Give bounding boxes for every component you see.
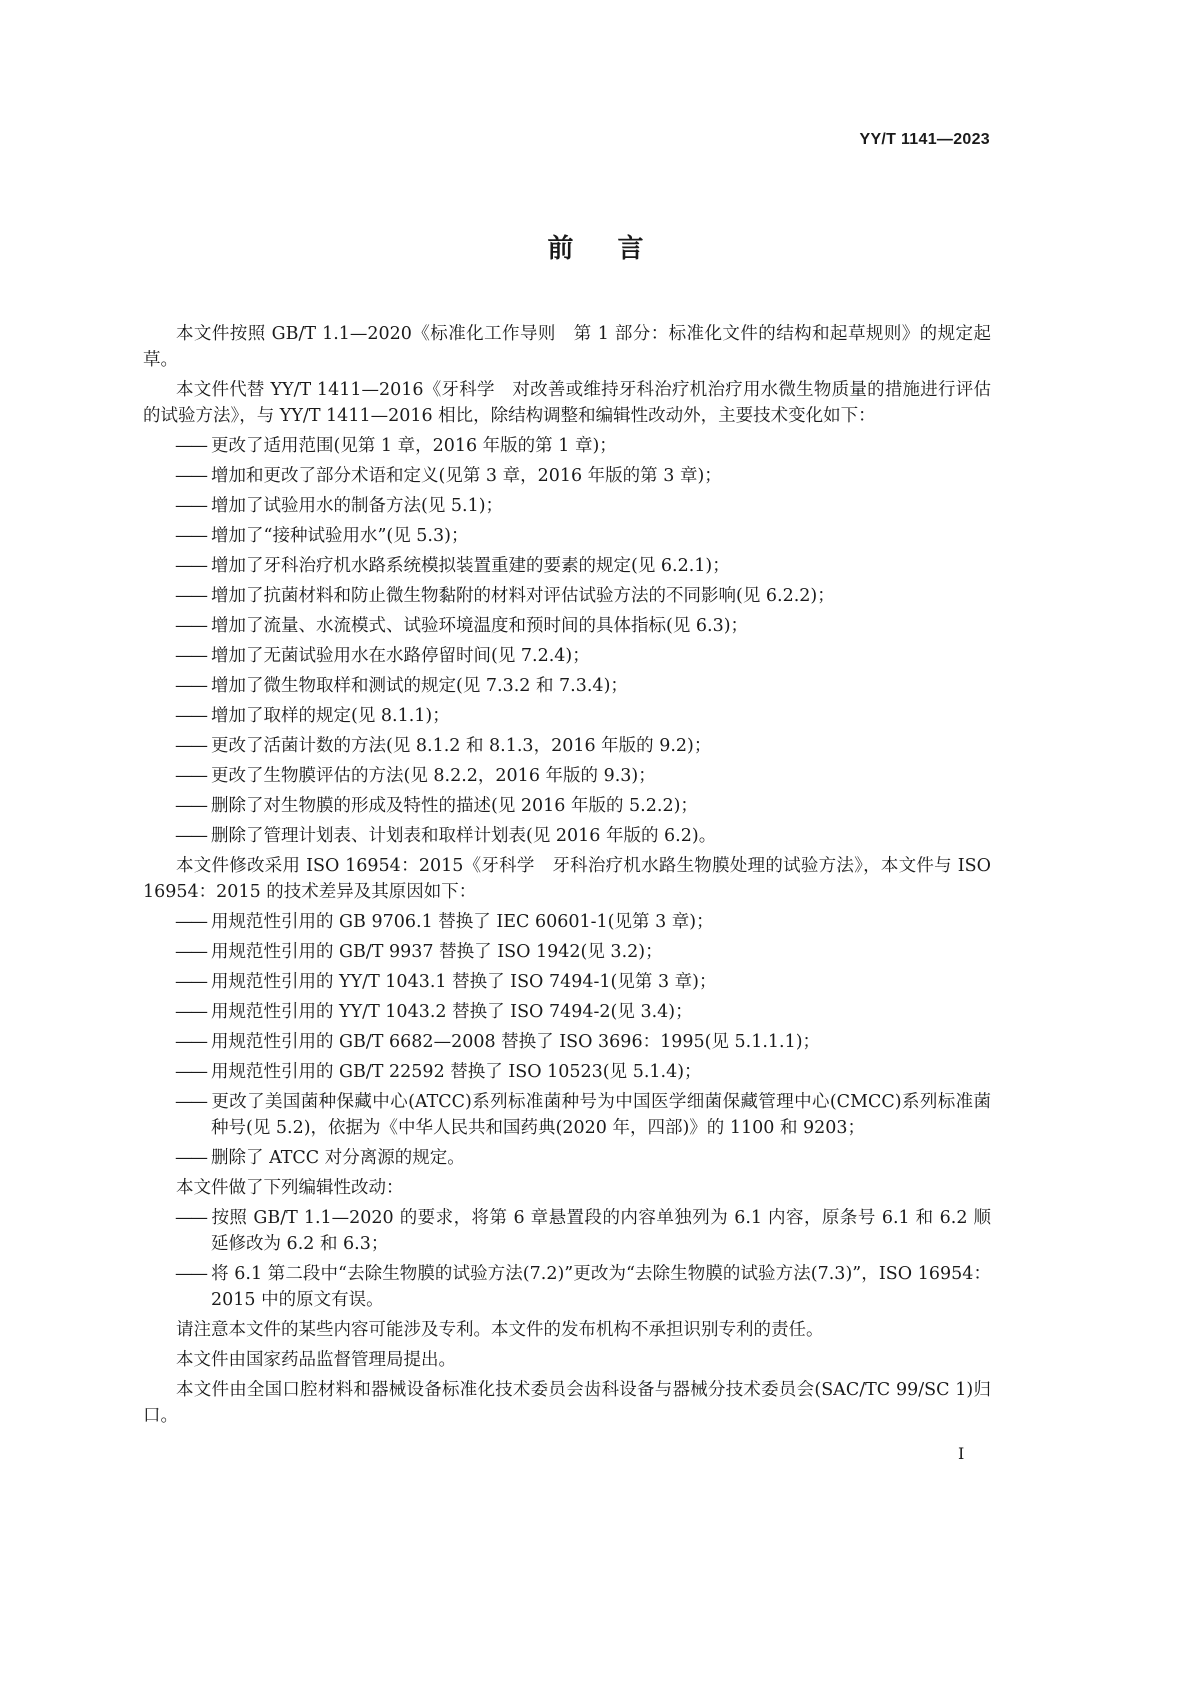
technical-differences-list xyxy=(143,909,991,1171)
dash: —— xyxy=(175,1264,206,1284)
list-item: —— 用规范性引用的 YY/T 1043.1 替换了 ISO 7494-1(见第 3 章)； xyxy=(143,969,991,995)
list-item: —— 增加了试验用水的制备方法(见 5.1)； xyxy=(143,493,991,519)
dash: —— xyxy=(175,766,206,786)
list-item: —— 增加了抗菌材料和防止微生物黏附的材料对评估试验方法的不同影响(见 6.2.2)； xyxy=(143,583,991,609)
dash: —— xyxy=(175,586,206,606)
list-item: —— 用规范性引用的 GB/T 22592 替换了 ISO 10523(见 5.1.4)； xyxy=(143,1059,991,1085)
paragraph-editorial-intro: 本文件做了下列编辑性改动： xyxy=(176,1178,404,1198)
paragraph-proposer: 本文件由国家药品监督管理局提出。 xyxy=(176,1350,456,1370)
list-item: —— 删除了 ATCC 对分离源的规定。 xyxy=(143,1145,991,1171)
dash: —— xyxy=(175,616,206,636)
dash: —— xyxy=(175,676,206,696)
technical-changes-list xyxy=(143,433,991,849)
dash: —— xyxy=(175,912,206,932)
dash: —— xyxy=(175,496,206,516)
dash: —— xyxy=(175,436,206,456)
dash: —— xyxy=(175,1208,206,1228)
title-char: 言 xyxy=(617,234,644,264)
dash: —— xyxy=(175,526,206,546)
dash: —— xyxy=(175,646,206,666)
list-item: —— 删除了管理计划表、计划表和取样计划表(见 2016 年版的 6.2)。 xyxy=(143,823,991,849)
dash: —— xyxy=(175,466,206,486)
page-title xyxy=(0,228,1191,265)
dash: —— xyxy=(175,942,206,962)
dash: —— xyxy=(175,1092,206,1112)
list-item: —— 用规范性引用的 GB 9706.1 替换了 IEC 60601-1(见第 3 章)； xyxy=(143,909,991,935)
foreword-body xyxy=(143,321,991,1433)
dash: —— xyxy=(175,706,206,726)
list-item: —— 更改了适用范围(见第 1 章，2016 年版的第 1 章)； xyxy=(143,433,991,459)
list-item: —— 增加了取样的规定(见 8.1.1)； xyxy=(143,703,991,729)
dash: —— xyxy=(175,826,206,846)
dash: —— xyxy=(175,1062,206,1082)
paragraph-drafting-basis: 本文件按照 GB/T 1.1—2020《标准化工作导则 第 1 部分：标准化文件的结构和起草规则》的规定起草。 xyxy=(143,324,991,370)
dash: —— xyxy=(175,1032,206,1052)
paragraph-patent-notice: 请注意本文件的某些内容可能涉及专利。本文件的发布机构不承担识别专利的责任。 xyxy=(176,1320,824,1340)
paragraph-adoption: 本文件修改采用 ISO 16954：2015《牙科学 牙科治疗机水路生物膜处理的试验方法》，本文件与 ISO 16954：2015 的技术差异及其原因如下： xyxy=(143,856,991,902)
paragraph-replacement: 本文件代替 YY/T 1411—2016《牙科学 对改善或维持牙科治疗机治疗用水微生物质量的措施进行评估的试验方法》，与 YY/T 1411—2016 相比，除结构调整和编辑性改动外，主要技术变化如下： xyxy=(143,380,991,426)
list-item: —— 增加了牙科治疗机水路系统模拟装置重建的要素的规定(见 6.2.1)； xyxy=(143,553,991,579)
dash: —— xyxy=(175,796,206,816)
list-item: —— 更改了生物膜评估的方法(见 8.2.2，2016 年版的 9.3)； xyxy=(143,763,991,789)
page-number: I xyxy=(958,1444,965,1463)
list-item: —— 按照 GB/T 1.1—2020 的要求，将第 6 章悬置段的内容单独列为 6.1 内容，原条号 6.1 和 6.2 顺延修改为 6.2 和 6.3； xyxy=(143,1205,991,1257)
title-char: 前 xyxy=(547,234,574,264)
dash: —— xyxy=(175,736,206,756)
list-item: —— 更改了活菌计数的方法(见 8.1.2 和 8.1.3，2016 年版的 9.2)； xyxy=(143,733,991,759)
dash: —— xyxy=(175,1148,206,1168)
list-item: —— 用规范性引用的 YY/T 1043.2 替换了 ISO 7494-2(见 3.4)； xyxy=(143,999,991,1025)
dash: —— xyxy=(175,556,206,576)
list-item: —— 用规范性引用的 GB/T 6682—2008 替换了 ISO 3696：1995(见 5.1.1.1)； xyxy=(143,1029,991,1055)
paragraph-committee: 本文件由全国口腔材料和器械设备标准化技术委员会齿科设备与器械分技术委员会(SAC/TC 99/SC 1)归口。 xyxy=(143,1380,991,1426)
editorial-changes-list xyxy=(143,1205,991,1313)
list-item: —— 用规范性引用的 GB/T 9937 替换了 ISO 1942(见 3.2)； xyxy=(143,939,991,965)
list-item: —— 增加了流量、水流模式、试验环境温度和预时间的具体指标(见 6.3)； xyxy=(143,613,991,639)
list-item: —— 增加了“接种试验用水”(见 5.3)； xyxy=(143,523,991,549)
standard-code: YY/T 1141—2023 xyxy=(859,131,990,148)
dash: —— xyxy=(175,972,206,992)
list-item: —— 更改了美国菌种保藏中心(ATCC)系列标准菌种号为中国医学细菌保藏管理中心(CMCC)系列标准菌种号(见 5.2)，依据为《中华人民共和国药典(2020 年，四部)》的 1100 和 9203； xyxy=(143,1089,991,1141)
list-item: —— 增加了微生物取样和测试的规定(见 7.3.2 和 7.3.4)； xyxy=(143,673,991,699)
list-item: —— 将 6.1 第二段中“去除生物膜的试验方法(7.2)”更改为“去除生物膜的试验方法(7.3)”，ISO 16954：2015 中的原文有误。 xyxy=(143,1261,991,1313)
list-item: —— 删除了对生物膜的形成及特性的描述(见 2016 年版的 5.2.2)； xyxy=(143,793,991,819)
list-item: —— 增加和更改了部分术语和定义(见第 3 章，2016 年版的第 3 章)； xyxy=(143,463,991,489)
dash: —— xyxy=(175,1002,206,1022)
list-item: —— 增加了无菌试验用水在水路停留时间(见 7.2.4)； xyxy=(143,643,991,669)
